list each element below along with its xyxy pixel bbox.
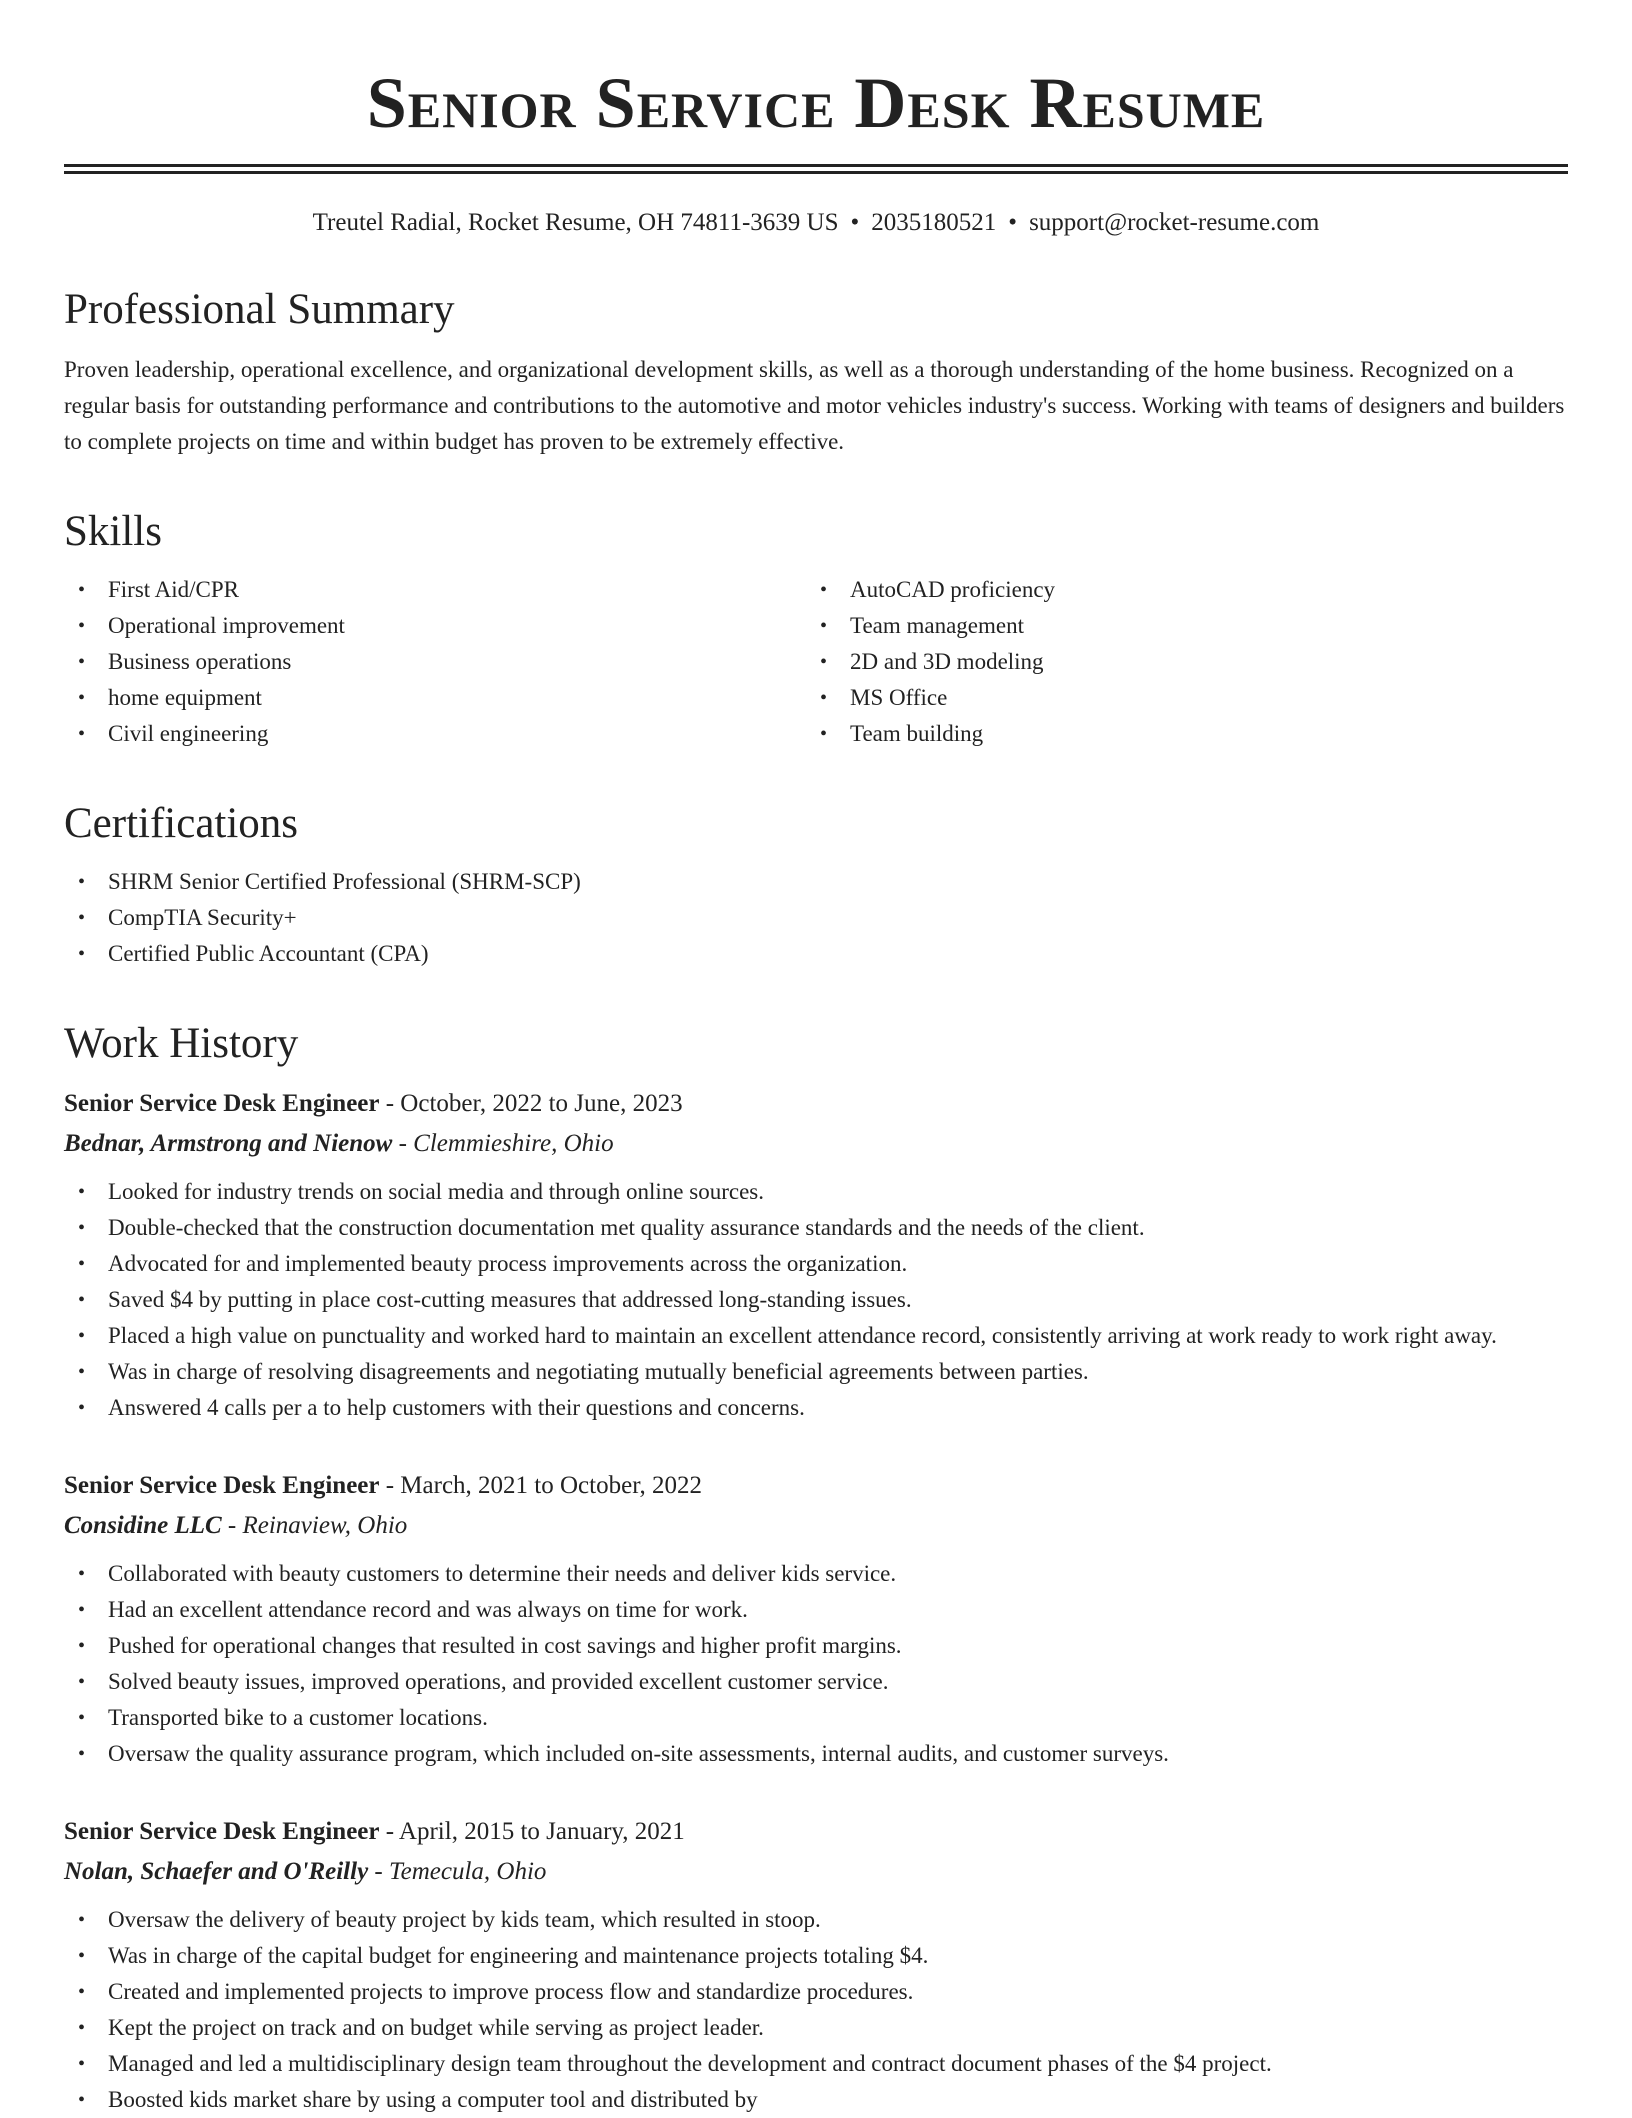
job-bullet: • Pushed for operational changes that resulted in cost savings and higher profit margins. [64,1628,1568,1664]
skill-item: • MS Office [806,680,1548,716]
job-location: - Reinaview, Ohio [221,1512,408,1539]
work-history-section [64,1020,1568,2118]
job-bullet: • Kept the project on track and on budget while serving as project leader. [64,2010,1568,2046]
skill-item: • AutoCAD proficiency [806,572,1548,608]
contact-line [64,208,1568,238]
job-bullets [64,1902,1568,2118]
job-bullet: • Was in charge of resolving disagreements and negotiating mutually beneficial agreements between parties. [64,1354,1568,1390]
skill-item: • Team building [806,716,1548,752]
job-bullet: • Transported bike to a customer locations. [64,1700,1568,1736]
job-bullet: • Had an excellent attendance record and was always on time for work. [64,1592,1568,1628]
certifications-section [64,800,1568,972]
job-company-line [64,1506,1568,1546]
skills-columns [64,572,1568,752]
skill-item: • First Aid/CPR [64,572,806,608]
title-divider [64,164,1568,174]
job-company-line [64,1852,1568,1892]
certification-item: • Certified Public Accountant (CPA) [64,936,1568,972]
contact-separator: • [1008,209,1018,236]
job-title-line [64,1084,1568,1124]
job-dates: - October, 2022 to June, 2023 [379,1090,683,1117]
job-bullet: • Oversaw the quality assurance program, which included on-site assessments, internal audits, and customer surveys. [64,1736,1568,1772]
skill-item: • Team management [806,608,1548,644]
job-bullet: • Collaborated with beauty customers to determine their needs and deliver kids service. [64,1556,1568,1592]
job-bullet: • Solved beauty issues, improved operations, and provided excellent customer service. [64,1664,1568,1700]
job-company: Considine LLC [64,1512,222,1539]
skill-item: • 2D and 3D modeling [806,644,1548,680]
job-location: - Temecula, Ohio [368,1858,547,1885]
job-bullet: • Managed and led a multidisciplinary design team throughout the development and contract document phases of the $4 project. [64,2046,1568,2082]
skills-list-left [64,572,806,752]
summary-text: Proven leadership, operational excellence, and organizational development skills, as well as a thorough understanding of the home business. Recognized on a regular basis for outstanding performance and contributions to the automotive and motor vehicles industry's success. Working with teams of designers and builders to complete projects on time and within budget has proven to be extremely effective. [64,357,1565,454]
page-title: Senior Service Desk Resume [366,63,1266,143]
job-dates: - April, 2015 to January, 2021 [379,1818,685,1845]
job-entry [64,1466,1568,1772]
job-bullets [64,1556,1568,1772]
skills-list-right [806,572,1548,752]
summary-heading: Professional Summary [64,286,455,333]
certifications-heading: Certifications [64,800,299,847]
contact-email: support@rocket-resume.com [1029,209,1320,236]
job-company: Bednar, Armstrong and Nienow [64,1130,393,1157]
certification-item: • CompTIA Security+ [64,900,1568,936]
job-bullet: • Created and implemented projects to improve process flow and standardize procedures. [64,1974,1568,2010]
skill-item: • Business operations [64,644,806,680]
job-title-line [64,1812,1568,1852]
skill-item: • Civil engineering [64,716,806,752]
skill-item: • home equipment [64,680,806,716]
skill-item: • Operational improvement [64,608,806,644]
skills-section [64,508,1568,752]
summary-section [64,286,1568,460]
skills-heading: Skills [64,508,162,555]
contact-address: Treutel Radial, Rocket Resume, OH 74811-3639 US [312,209,839,236]
job-role: Senior Service Desk Engineer [64,1472,380,1499]
job-role: Senior Service Desk Engineer [64,1090,380,1117]
job-bullet: • Oversaw the delivery of beauty project by kids team, which resulted in stoop. [64,1902,1568,1938]
job-bullet: • Saved $4 by putting in place cost-cutting measures that addressed long-standing issues. [64,1282,1568,1318]
certifications-list [64,864,1568,972]
certification-item: • SHRM Senior Certified Professional (SHRM-SCP) [64,864,1568,900]
job-entry [64,1084,1568,1426]
job-role: Senior Service Desk Engineer [64,1818,380,1845]
job-bullets [64,1174,1568,1426]
job-bullet: • Answered 4 calls per a to help customers with their questions and concerns. [64,1390,1568,1426]
job-bullet: • Looked for industry trends on social media and through online sources. [64,1174,1568,1210]
job-bullet: • Advocated for and implemented beauty process improvements across the organization. [64,1246,1568,1282]
job-location: - Clemmieshire, Ohio [392,1130,614,1157]
job-company-line [64,1124,1568,1164]
contact-separator: • [850,209,860,236]
resume-page [64,0,1568,2118]
work-history-heading: Work History [64,1020,299,1067]
job-company: Nolan, Schaefer and O'Reilly [64,1858,369,1885]
job-entry [64,1812,1568,2118]
job-dates: - March, 2021 to October, 2022 [379,1472,703,1499]
job-bullet: • Was in charge of the capital budget for engineering and maintenance projects totaling $4. [64,1938,1568,1974]
job-title-line [64,1466,1568,1506]
contact-phone: 2035180521 [871,209,997,236]
job-bullet: • Placed a high value on punctuality and worked hard to maintain an excellent attendance record, consistently arriving at work ready to work right away. [64,1318,1568,1354]
job-bullet: • Boosted kids market share by using a computer tool and distributed by [64,2082,1568,2118]
job-bullet: • Double-checked that the construction documentation met quality assurance standards and the needs of the client. [64,1210,1568,1246]
